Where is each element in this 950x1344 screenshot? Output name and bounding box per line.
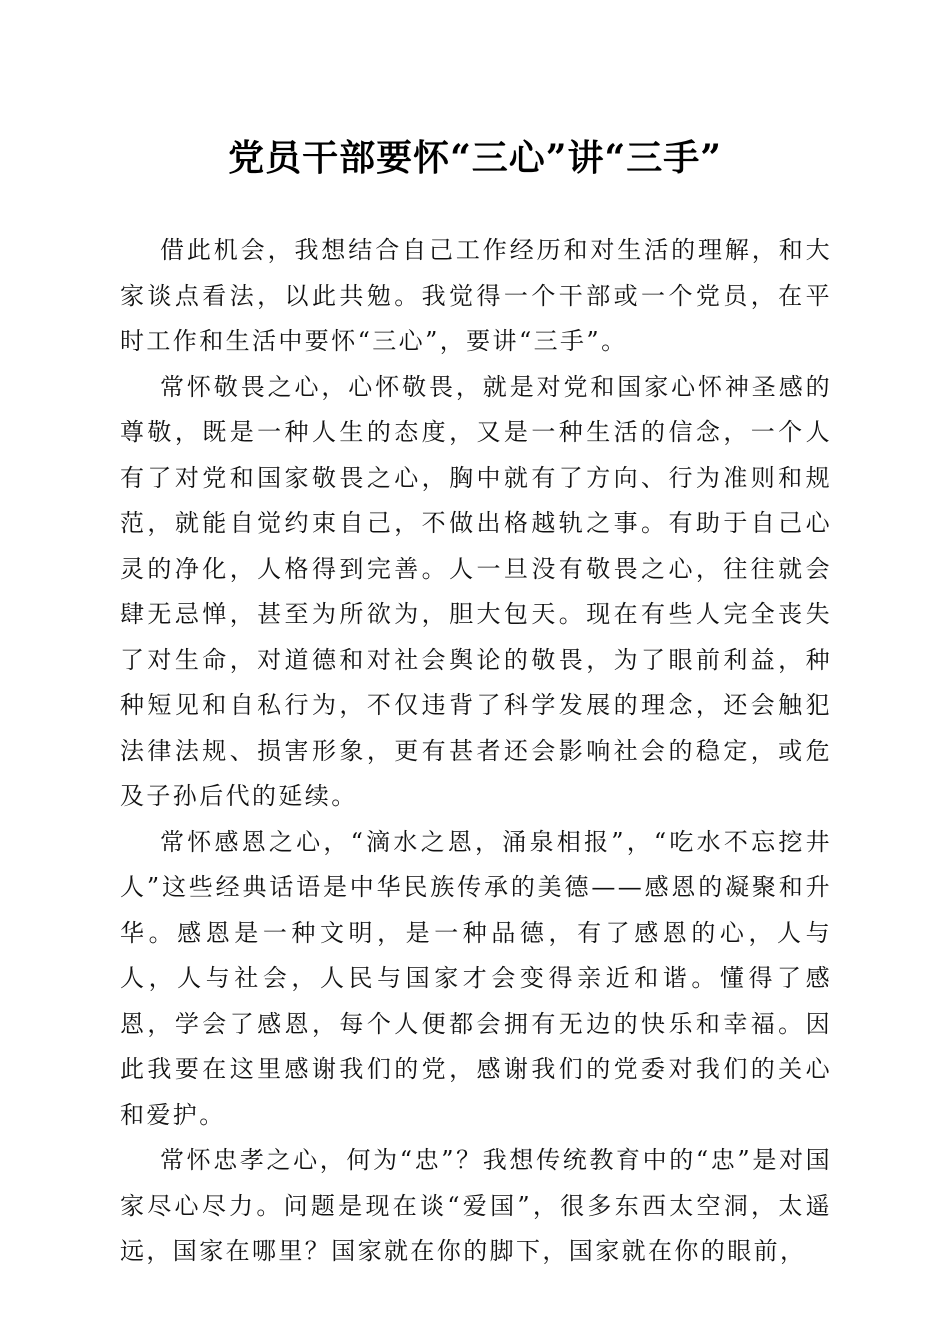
paragraph-intro: 借此机会，我想结合自己工作经历和对生活的理解，和大家谈点看法，以此共勉。我觉得一个干部或一个党员，在平时工作和生活中要怀“三心”，要讲“三手”。 — [120, 236, 832, 355]
paragraph-reverence: 常怀敬畏之心，心怀敬畏，就是对党和国家心怀神圣感的尊敬，既是一种人生的态度，又是一种生活的信念，一个人有了对党和国家敬畏之心，胸中就有了方向、行为准则和规范，就能自觉约束自己，不做出格越轨之事。有助于自己心灵的净化，人格得到完善。人一旦没有敬畏之心，往往就会肆无忌惮，甚至为所欲为，胆大包天。现在有些人完全丧失了对生命，对道德和对社会舆论的敬畏，为了眼前利益，种种短见和自私行为，不仅违背了科学发展的理念，还会触犯法律法规、损害形象，更有甚者还会影响社会的稳定，或危及子孙后代的延续。 — [120, 372, 832, 810]
document-title: 党员干部要怀“三心”讲“三手” — [228, 137, 722, 179]
paragraph-loyalty: 常怀忠孝之心，何为“忠”？我想传统教育中的“忠”是对国家尽心尽力。问题是现在谈“爱国”，很多东西太空洞，太遥远，国家在哪里？国家就在你的脚下，国家就在你的眼前， — [120, 1146, 832, 1265]
document-body — [120, 228, 832, 1275]
paragraph-gratitude: 常怀感恩之心，“滴水之恩，涌泉相报”，“吃水不忘挖井人”这些经典话语是中华民族传承的美德——感恩的凝聚和升华。感恩是一种文明，是一种品德，有了感恩的心，人与人，人与社会，人民与国家才会变得亲近和谐。懂得了感恩，学会了感恩，每个人便都会拥有无边的快乐和幸福。因此我要在这里感谢我们的党，感谢我们的党委对我们的关心和爱护。 — [120, 827, 832, 1129]
